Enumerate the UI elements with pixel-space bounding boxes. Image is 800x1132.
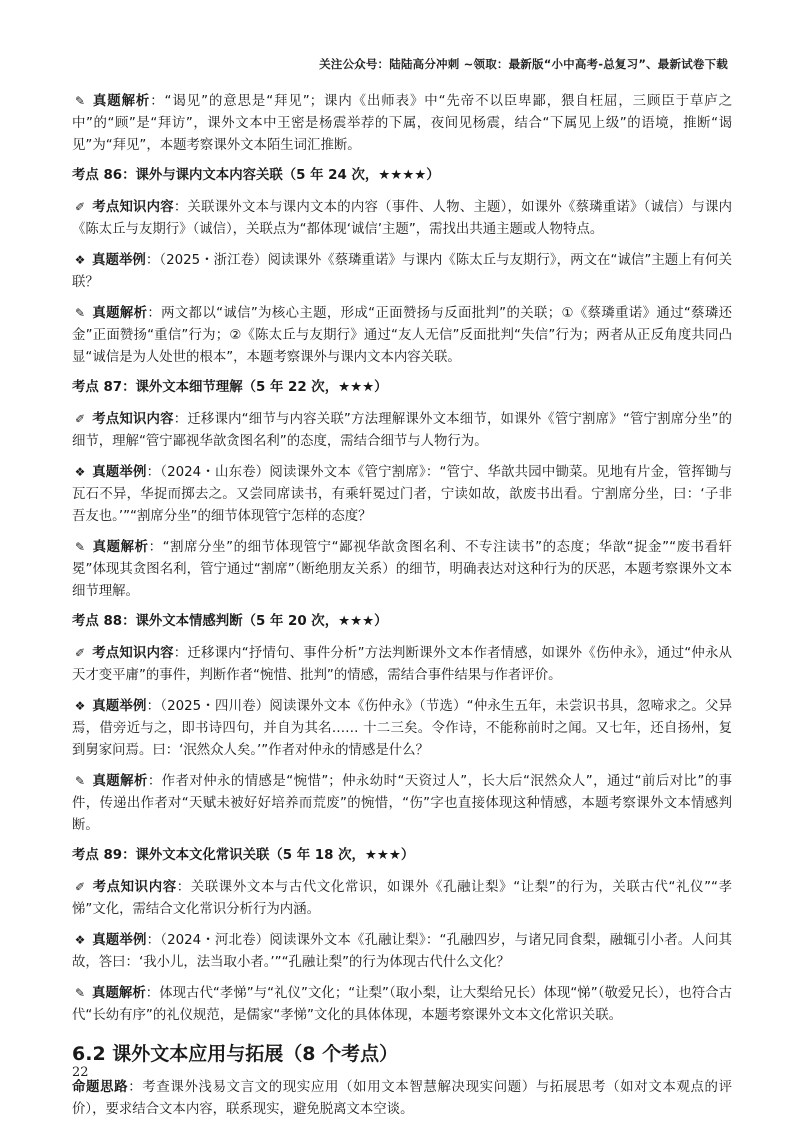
paragraph	[72, 876, 732, 921]
paragraph	[72, 90, 732, 157]
paragraph-label: 真题解析	[92, 540, 149, 555]
paragraph-text: ：迁移课内“抒情句、事件分析”方法判断课外文本作者情感，如课外《伤仲永》，通过“仲永从天才变平庸”的事件，判断作者“惋惜、批判”的情感，需结合事件结果与作者评价。	[72, 646, 733, 683]
paragraph	[72, 695, 732, 762]
paragraph	[72, 249, 732, 294]
paragraph-text: ：两文都以“诚信”为核心主题，形成“正面赞扬与反面批判”的关联；①《蔡璘重诺》通过“蔡璘还金”正面赞扬“重信”行为；②《陈太丘与友期行》通过“友人无信”反面批判“失信”行为；两者从正反角度共同凸显“诚信是为人处世的根本”，本题考察课外与课内文本内容关联。	[72, 306, 732, 365]
paragraph	[72, 536, 732, 603]
paragraph	[72, 408, 732, 453]
paragraph-text: ：“谒见”的意思是“拜见”；课内《出师表》中“先帝不以臣卑鄙，猥自枉屈，三顾臣于草庐之中”的“顾”是“拜访”，课外文本中王密是杨震举荐的下属，夜间见杨震，结合“下属见上级”的语境，推断“谒见”为“拜见”，本题考察课外文本陌生词汇推断。	[72, 94, 733, 153]
paragraph-label: 真题举例	[92, 465, 147, 480]
paragraph	[72, 461, 732, 528]
page-header: 关注公众号：陆陆高分冲刺 ~领取：最新版“小中高考-总复习”、最新试卷下载	[319, 57, 728, 71]
document-body	[72, 90, 732, 1129]
pencil-icon: ✐	[74, 646, 86, 660]
paragraph-text: ：迁移课内“细节与内容关联”方法理解课外文本细节，如课外《管宁割席》“管宁割席分坐”的细节，理解“管宁鄙视华歆贪图名利”的态度，需结合细节与人物行为。	[72, 412, 733, 449]
page-number: 22	[72, 1065, 89, 1080]
paragraph	[72, 302, 732, 369]
paragraph-label: 真题解析	[92, 986, 146, 1001]
diamond-bullet-icon: ❖	[74, 699, 86, 713]
paragraph	[72, 642, 732, 687]
chapter-heading: 6.2 课外文本应用与拓展（8 个考点）	[72, 1043, 399, 1065]
pencil-icon: ✐	[74, 412, 86, 426]
paragraph-label: 真题解析	[92, 94, 151, 109]
paragraph-text: ：（2024・河北卷）阅读课外文本《孔融让梨》：“孔融四岁，与诸兄同食梨，融辄引小者。人问其故，答曰：‘我小儿，法当取小者。’”“孔融让梨”的行为体现古代什么文化？	[72, 933, 732, 970]
paragraph-label: 真题解析	[92, 306, 148, 321]
paragraph	[72, 196, 732, 241]
paragraph-text: ：关联课外文本与课内文本的内容（事件、人物、主题），如课外《蔡璘重诺》（诚信）与课内《陈太丘与友期行》（诚信），关联点为“都体现‘诚信’主题”，需找出共通主题或人物特点。	[72, 200, 732, 237]
paragraph	[72, 982, 732, 1027]
paragraph-label: 考点知识内容	[92, 200, 174, 215]
paragraph-text: ：（2025・四川卷）阅读课外文本《伤仲永》（节选）“仲永生五年，未尝识书具，忽啼求之。父异焉，借旁近与之，即书诗四句，并自为其名…… 十二三矣。令作诗，不能称前时之闻。又七年，还自扬州，复到舅家问焉。曰：‘泯然众人矣。’”作者对仲永的情感是什么？	[72, 699, 732, 758]
paragraph-text: ：（2025・浙江卷）阅读课外《蔡璘重诺》与课内《陈太丘与友期行》，两文在“诚信”主题上有何关联？	[72, 253, 733, 290]
paragraph	[72, 1077, 732, 1121]
paragraph	[72, 770, 732, 837]
paragraph-text: ：作者对仲永的情感是“惋惜”；仲永幼时“天资过人”，长大后“泯然众人”，通过“前后对比”的事件，传递出作者对“天赋未被好好培养而荒废”的惋惜，“伤”字也直接体现这种情感，本题考察课外文本情感判断。	[72, 774, 733, 833]
diamond-bullet-icon: ❖	[74, 465, 86, 479]
paragraph-label: 考点知识内容	[92, 412, 174, 427]
pencil-icon: ✎	[74, 774, 86, 788]
section-heading: 考点 89：课外文本文化常识关联（5 年 18 次，★★★）	[72, 848, 415, 863]
paragraph-label: 真题举例	[92, 699, 147, 714]
paragraph-label: 真题举例	[92, 253, 146, 268]
section-heading: 考点 88：课外文本情感判断（5 年 20 次，★★★）	[72, 614, 388, 629]
paragraph	[72, 929, 732, 974]
paragraph-text: ：关联课外文本与古代文化常识，如课外《孔融让梨》“让梨”的行为，关联古代“礼仪”“孝悌”文化，需结合文化常识分析行为内涵。	[72, 880, 733, 917]
paragraph-label: 真题解析	[92, 774, 148, 789]
paragraph-label: 真题举例	[92, 933, 147, 948]
paragraph-label: 考点知识内容	[92, 880, 177, 895]
paragraph-label: 命题思路	[72, 1080, 129, 1095]
section-heading: 考点 86：课外与课内文本内容关联（5 年 24 次，★★★★）	[72, 168, 440, 183]
pencil-icon: ✎	[74, 540, 86, 554]
paragraph-text: ：“割席分坐”的细节体现管宁“鄙视华歆贪图名利、不专注读书”的态度；华歆“捉金”“废书看轩冕”体现其贪图名利，管宁通过“割席”（断绝朋友关系）的细节，明确表达对这种行为的厌恶，本题考察课外文本细节理解。	[72, 540, 733, 599]
section-heading: 考点 87：课外文本细节理解（5 年 22 次，★★★）	[72, 380, 388, 395]
pencil-icon: ✐	[74, 200, 86, 214]
paragraph-label: 考点知识内容	[92, 646, 174, 661]
paragraph-text: ：体现古代“孝悌”与“礼仪”文化；“让梨”（取小梨，让大梨给兄长）体现“悌”（敬爱兄长），也符合古代“长幼有序”的礼仪规范，是儒家“孝悌”文化的具体体现，本题考察课外文本文化常识关联。	[72, 986, 732, 1023]
pencil-icon: ✎	[74, 306, 86, 320]
pencil-icon: ✎	[74, 986, 86, 1000]
diamond-bullet-icon: ❖	[74, 933, 86, 947]
paragraph-text: ：考查课外浅易文言文的现实应用（如用文本智慧解决现实问题）与拓展思考（如对文本观点的评价），要求结合文本内容，联系现实，避免脱离文本空谈。	[72, 1080, 733, 1117]
pencil-icon: ✎	[74, 94, 86, 108]
paragraph-text: ：（2024・山东卷）阅读课外文本《管宁割席》：“管宁、华歆共园中锄菜。见地有片金，管挥锄与瓦石不异，华捉而掷去之。又尝同席读书，有乘轩冕过门者，宁读如故，歆废书出看。宁割席分坐，曰：‘子非吾友也。’”“割席分坐”的细节体现管宁怎样的态度？	[72, 465, 732, 524]
diamond-bullet-icon: ❖	[74, 253, 86, 267]
pencil-icon: ✐	[74, 880, 86, 894]
